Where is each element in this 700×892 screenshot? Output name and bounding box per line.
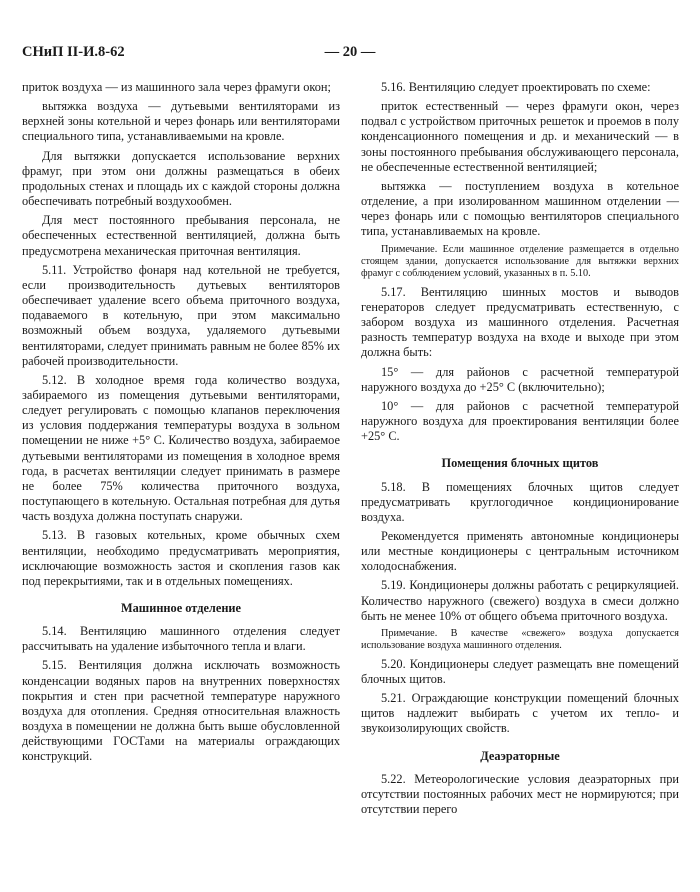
- body-paragraph: 15° — для районов с расчетной температурой наружного воздуха до +25° С (включительно);: [361, 364, 679, 394]
- body-paragraph: Для вытяжки допускается использование верхних фрамуг, при этом они должны размещаться в обеих продольных стенах и площадь их с каждой стороны должна обеспечивать потребный воздухообмен.: [22, 148, 340, 209]
- section-heading: Деаэраторные: [480, 748, 560, 763]
- note-paragraph: Примечание. Если машинное отделение размещается в отдельно стоящем здании, допускается использование для вытяжки верхних фрамуг с соблюдением условий, указанных в п. 5.10.: [361, 243, 679, 280]
- body-paragraph: Для мест постоянного пребывания персонала, не обеспеченных естественной вентиляцией, должна быть предусмотрена механическая приточная вентиляция.: [22, 213, 340, 258]
- page-number: — 20 —: [324, 44, 376, 60]
- page-header: [22, 44, 678, 66]
- body-paragraph: 5.20. Кондиционеры следует размещать вне помещений блочных щитов.: [361, 656, 679, 686]
- body-paragraph: приток воздуха — из машинного зала через фрамуги окон;: [22, 80, 331, 94]
- body-paragraph: 5.16. Вентиляцию следует проектировать по схеме:: [381, 80, 651, 94]
- body-paragraph: вытяжка — поступлением воздуха в котельное отделение, а при изолированном машинном отделении — через фонарь или с помощью вентиляторов специального типа, устанавливаемых на кровле.: [361, 178, 679, 239]
- body-paragraph: 5.19. Кондиционеры должны работать с рециркуляцией. Количество наружного (свежего) воздуха в смеси должно быть не менее 10% от общего объема приточного воздуха.: [361, 578, 679, 623]
- body-paragraph: 5.17. Вентиляцию шинных мостов и выводов генераторов следует предусматривать естественную, с забором воздуха из машинного отделения. Расчетная разность температур воздуха на входе и выходе при этом должна быть:: [361, 284, 679, 360]
- body-paragraph: 5.15. Вентиляция должна исключать возможность конденсации водяных паров на внутренних поверхностях покрытия и стен при расчетной температуре наружного воздуха для отопления. Средняя относительная влажность воздуха в помещении не должна быть выше обусловленной действующими ГОСТами на материалы ограждающих конструкций.: [22, 658, 340, 764]
- body-paragraph: Рекомендуется применять автономные кондиционеры или местные кондиционеры с центральным источником холодоснабжения.: [361, 528, 679, 574]
- body-paragraph: 5.12. В холодное время года количество воздуха, забираемого из помещения дутьевыми вентиляторами, следует регулировать с помощью клапанов переключения из условия поддержания температуры воздуха в зольном помещении не ниже +5° С. Количество воздуха, забираемое дутьевыми вентиляторами из помещения в холодное время года, в расчетах вентиляции следует принимать в размере не более 75% количества приточного воздуха, поступающего в котельную. Остальная потребная для дутья часть воздуха должна поступать снаружи.: [22, 372, 340, 524]
- body-paragraph: 5.21. Ограждающие конструкции помещений блочных щитов надлежит выбирать с учетом их тепло- и звукоизолирующих свойств.: [361, 691, 679, 736]
- body-paragraph: 5.22. Метеорологические условия деаэраторных при отсутствии постоянных рабочих мест не нормируются; при отсутствии перего: [361, 771, 679, 816]
- body-paragraph: приток естественный — через фрамуги окон, через подвал с устройством приточных решеток и проемов в полу конденсационного помещения и др. и механический — в зоны постоянного пребывания обслуживающего персонала, не обеспеченные естественной вентиляцией;: [361, 99, 679, 174]
- right-column: [361, 80, 679, 821]
- body-paragraph: 5.13. В газовых котельных, кроме обычных схем вентиляции, необходимо предусматривать мероприятия, исключающие возможность застоя и скопления газов как под перекрытиями, так и в отдельных помещениях.: [22, 528, 340, 588]
- body-paragraph: 5.11. Устройство фонаря над котельной не требуется, если производительность дутьевых вентиляторов обеспечивает удаление всего объема приточного воздуха, подаваемого в котельную, при этом максимально возможный объем воздуха, удаляемого дутьевыми вентиляторами, следует принимать равным не более 85% их рабочей производительности.: [22, 262, 340, 368]
- body-paragraph: вытяжка воздуха — дутьевыми вентиляторами из верхней зоны котельной и через фонарь или вентиляторами специального типа, устанавливаемыми на кровле.: [22, 99, 340, 144]
- note-paragraph: Примечание. В качестве «свежего» воздуха допускается использование воздуха машинного отделения.: [361, 627, 679, 652]
- body-paragraph: 5.14. Вентиляцию машинного отделения следует рассчитывать на удаление избыточного тепла и влаги.: [22, 624, 340, 654]
- document-code: СНиП II-И.8-62: [22, 44, 125, 60]
- body-paragraph: 10° — для районов с расчетной температурой наружного воздуха для проектирования вентиляции более +25° С.: [361, 398, 679, 444]
- section-heading: Машинное отделение: [120, 601, 242, 615]
- left-column: [22, 80, 340, 769]
- body-paragraph: 5.18. В помещениях блочных щитов следует предусматривать круглогодичное кондиционирование воздуха.: [361, 479, 679, 524]
- section-heading: Помещения блочных щитов: [441, 456, 599, 471]
